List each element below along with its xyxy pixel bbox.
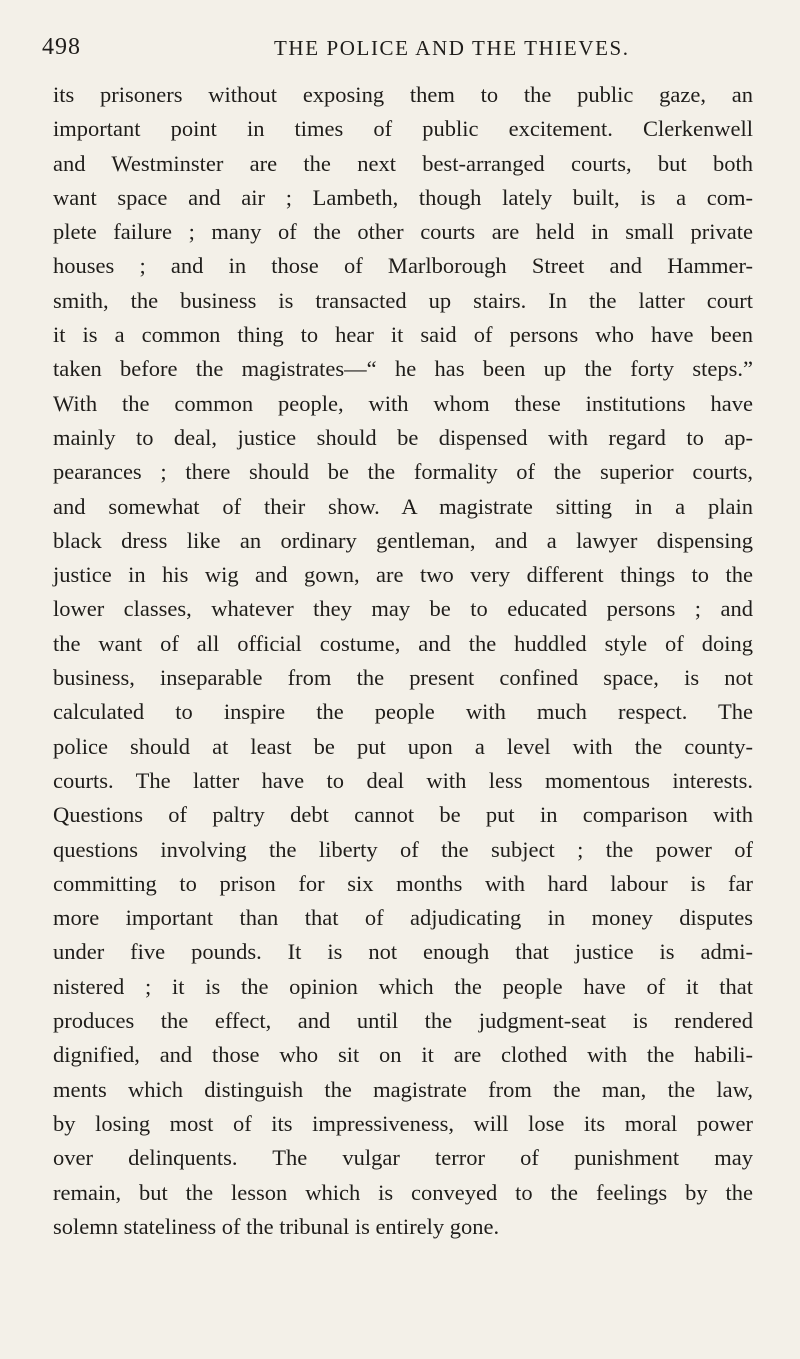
text-line-7: smith, the business is transacted up stairs. In the latter court [53,287,753,313]
text-line-34: solemn stateliness of the tribunal is entirely gone. [53,1213,500,1239]
text-line-19: calculated to inspire the people with much respect. The [53,699,753,725]
text-line-18: business, inseparable from the present confined space, is not [53,665,753,691]
text-line-31: by losing most of its impressiveness, will lose its moral power [53,1110,753,1136]
text-line-2: important point in times of public excitement. Clerkenwell [53,116,753,142]
text-line-33: remain, but the lesson which is conveyed to the feelings by the [53,1179,753,1205]
body-text [53,78,753,1244]
text-line-3: and Westminster are the next best-arranged courts, but both [53,150,753,176]
text-line-1: its prisoners without exposing them to the public gaze, an [53,82,753,107]
text-line-15: justice in his wig and gown, are two very different things to the [53,562,753,588]
text-line-6: houses ; and in those of Marlborough Street and Hammer- [53,253,753,279]
text-line-23: questions involving the liberty of the subject ; the power of [53,836,753,862]
text-line-4: want space and air ; Lambeth, though lately built, is a com- [53,184,753,210]
text-line-29: dignified, and those who sit on it are clothed with the habili- [53,1042,753,1068]
running-head: THE POLICE AND THE THIEVES. [274,36,630,60]
text-line-9: taken before the magistrates—“ he has been up the forty steps.” [53,356,753,382]
text-line-16: lower classes, whatever they may be to educated persons ; and [53,596,753,622]
text-line-5: plete failure ; many of the other courts are held in small private [53,219,753,245]
text-line-27: nistered ; it is the opinion which the people have of it that [53,973,753,999]
text-line-17: the want of all official costume, and the huddled style of doing [53,630,753,656]
text-line-10: With the common people, with whom these institutions have [53,390,753,416]
text-line-32: over delinquents. The vulgar terror of punishment may [53,1145,753,1171]
text-line-13: and somewhat of their show. A magistrate sitting in a plain [53,493,753,519]
text-line-30: ments which distinguish the magistrate from the man, the law, [53,1076,753,1102]
text-line-8: it is a common thing to hear it said of persons who have been [53,322,753,348]
text-line-11: mainly to deal, justice should be dispensed with regard to ap- [53,424,753,450]
text-line-28: produces the effect, and until the judgment-seat is rendered [53,1008,753,1034]
text-line-20: police should at least be put upon a level with the county- [53,733,753,759]
text-line-14: black dress like an ordinary gentleman, and a lawyer dispensing [53,527,753,553]
text-line-26: under five pounds. It is not enough that justice is admi- [53,939,753,965]
page-number: 498 [42,34,81,60]
text-line-12: pearances ; there should be the formality of the superior courts, [53,459,753,485]
text-line-22: Questions of paltry debt cannot be put in comparison with [53,802,753,828]
page-header [42,34,757,64]
text-line-25: more important than that of adjudicating in money disputes [53,905,753,931]
text-line-21: courts. The latter have to deal with less momentous interests. [53,767,753,793]
text-line-24: committing to prison for six months with hard labour is far [53,870,753,896]
